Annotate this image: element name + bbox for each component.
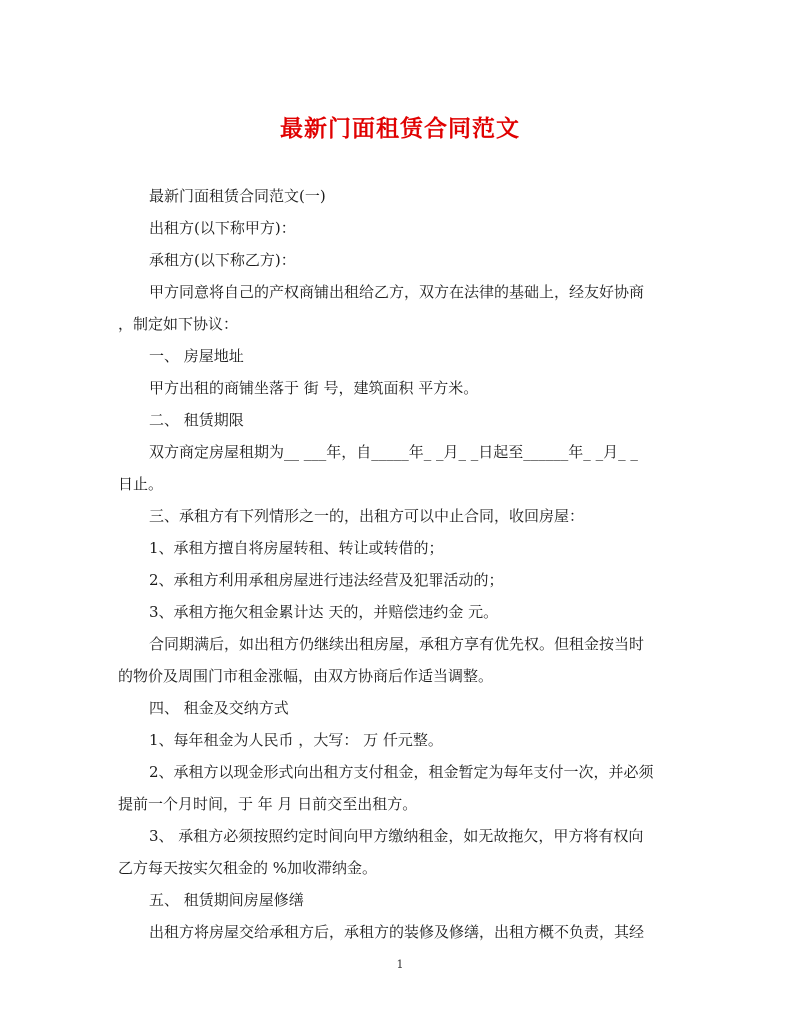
paragraph: 乙方每天按实欠租金的 %加收滞纳金。 <box>118 859 378 877</box>
page-number: 1 <box>396 958 404 971</box>
paragraph: 双方商定房屋租期为__ ___年，自_____年_ _月_ _日起至______年_ _月_ _ <box>149 443 638 461</box>
section-heading: 四、 租金及交纳方式 <box>149 699 289 717</box>
section-heading: 一、 房屋地址 <box>149 347 244 365</box>
paragraph: 承租方(以下称乙方)： <box>149 251 296 269</box>
paragraph: 提前一个月时间，于 年 月 日前交至出租方。 <box>118 795 418 813</box>
paragraph: 合同期满后，如出租方仍继续出租房屋，承租方享有优先权。但租金按当时 <box>149 635 645 653</box>
paragraph: 的物价及周围门市租金涨幅，由双方协商后作适当调整。 <box>118 667 494 685</box>
list-item: 3、 承租方必须按照约定时间向甲方缴纳租金，如无故拖欠，甲方将有权向 <box>149 827 644 845</box>
paragraph: 甲方出租的商铺坐落于 街 号，建筑面积 平方米。 <box>149 379 479 397</box>
paragraph: 甲方同意将自己的产权商铺出租给乙方，双方在法律的基础上，经友好协商 <box>149 283 645 301</box>
document-title: 最新门面租赁合同范文 <box>280 116 520 142</box>
section-heading: 五、 租赁期间房屋修缮 <box>149 891 304 909</box>
paragraph: 最新门面租赁合同范文(一) <box>149 187 326 205</box>
section-heading: 三、承租方有下列情形之一的，出租方可以中止合同，收回房屋： <box>149 507 585 525</box>
list-item: 3、承租方拖欠租金累计达 天的，并赔偿违约金 元。 <box>149 603 499 621</box>
section-heading: 二、 租赁期限 <box>149 411 244 429</box>
document-body <box>118 180 682 948</box>
list-item: 2、承租方以现金形式向出租方支付租金，租金暂定为每年支付一次，并必须 <box>149 763 654 781</box>
paragraph: 日止。 <box>118 475 164 493</box>
list-item: 2、承租方利用承租房屋进行违法经营及犯罪活动的； <box>149 571 504 589</box>
list-item: 1、每年租金为人民币 ，大写： 万 仟元整。 <box>149 731 443 749</box>
list-item: 1、承租方擅自将房屋转租、转让或转借的； <box>149 539 444 557</box>
paragraph: ，制定如下协议： <box>118 315 239 333</box>
paragraph: 出租方(以下称甲方)： <box>149 219 296 237</box>
paragraph: 出租方将房屋交给承租方后，承租方的装修及修缮，出租方概不负责，其经 <box>149 923 645 941</box>
